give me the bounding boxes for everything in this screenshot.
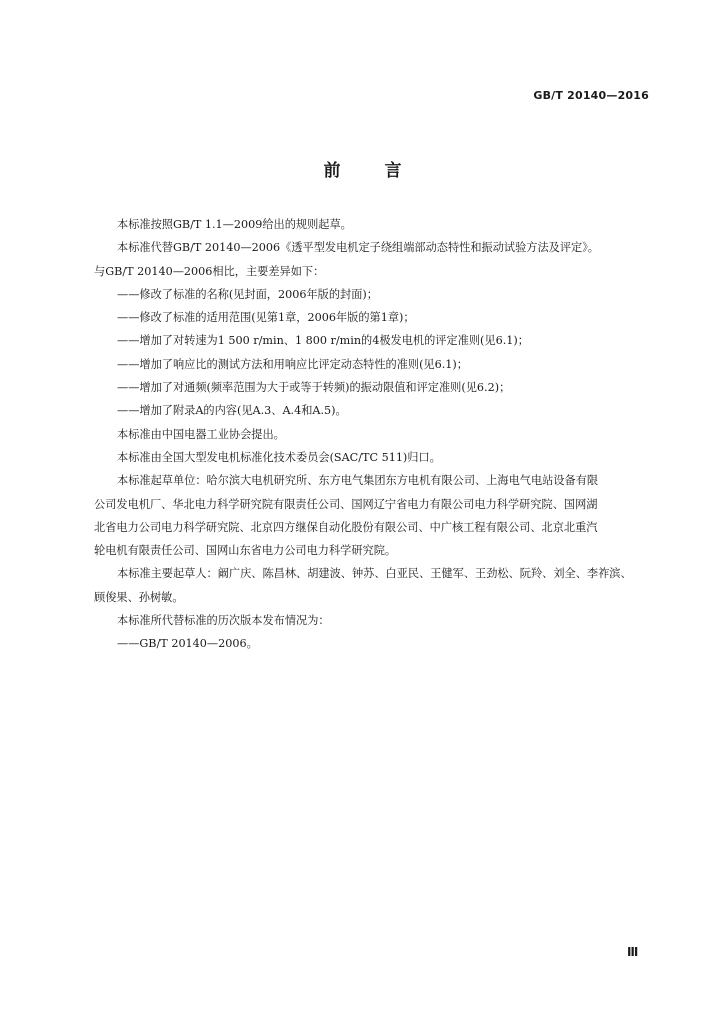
text-line: 轮电机有限责任公司、国网山东省电力公司电力科学研究院。 xyxy=(94,544,397,558)
text-line: 本标准代替GB/T 20140—2006《透平型发电机定子绕组端部动态特性和振动试验方法及评定》。 xyxy=(117,241,599,255)
foreword-body xyxy=(94,213,656,656)
text-line: 本标准按照GB/T 1.1—2009给出的规则起草。 xyxy=(117,218,352,231)
page-number: Ⅲ xyxy=(627,945,639,959)
text-line: ——修改了标准的适用范围(见第1章，2006年版的第1章)； xyxy=(117,311,415,325)
text-line: 与GB/T 20140—2006相比，主要差异如下： xyxy=(94,264,325,278)
text-line: 本标准由中国电器工业协会提出。 xyxy=(117,427,285,441)
text-line: ——增加了对通频(频率范围为大于或等于转频)的振动限值和评定准则(见6.2)； xyxy=(117,381,511,395)
standard-code: GB/T 20140—2016 xyxy=(533,89,649,102)
text-line: 北省电力公司电力科学研究院、北京四方继保自动化股份有限公司、中广核工程有限公司、北京北重汽 xyxy=(94,520,598,534)
text-line: 顾俊果、孙树敏。 xyxy=(94,590,184,604)
text-line: ——增加了响应比的测试方法和用响应比评定动态特性的准则(见6.1)； xyxy=(117,357,468,371)
text-line: 本标准主要起草人：阚广庆、陈昌林、胡建波、钟苏、白亚民、王健军、王劲松、阮羚、刘全、李祚滨、 xyxy=(117,567,632,581)
text-line: ——修改了标准的名称(见封面，2006年版的封面)； xyxy=(117,287,378,301)
text-line: ——增加了对转速为1 500 r/min、1 800 r/min的4极发电机的评定准则(见6.1)； xyxy=(117,334,529,348)
text-line: ——增加了附录A的内容(见A.3、A.4和A.5)。 xyxy=(117,404,347,418)
text-line: 本标准由全国大型发电机标准化技术委员会(SAC/TC 511)归口。 xyxy=(117,450,441,464)
text-line: 本标准起草单位：哈尔滨大电机研究所、东方电气集团东方电机有限公司、上海电气电站设备有限 xyxy=(117,474,599,488)
text-line: 本标准所代替标准的历次版本发布情况为： xyxy=(117,614,330,628)
text-line: ——GB/T 20140—2006。 xyxy=(117,637,258,651)
page-title: 前言 xyxy=(323,161,446,181)
text-line: 公司发电机厂、华北电力科学研究院有限责任公司、国网辽宁省电力有限公司电力科学研究院、国网湖 xyxy=(94,497,598,511)
